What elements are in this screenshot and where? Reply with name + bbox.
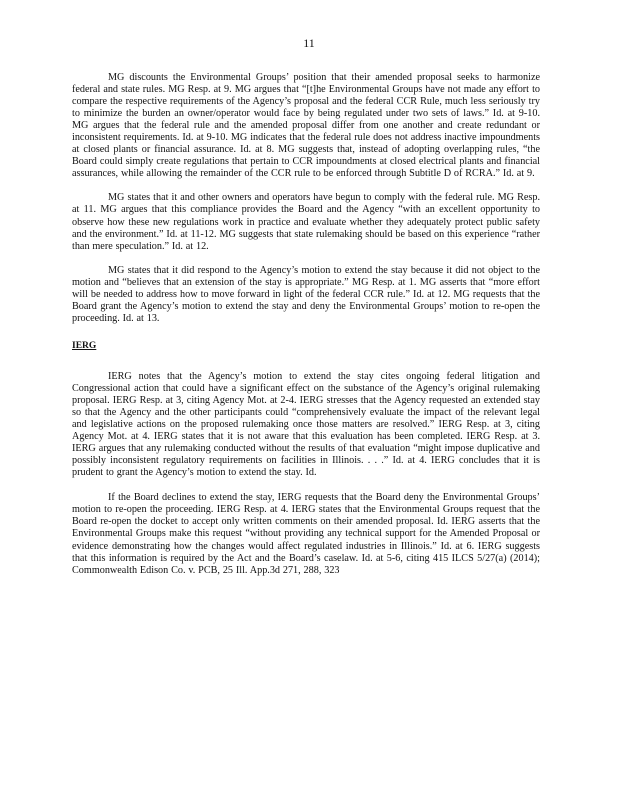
paragraph-ierg-requests: If the Board declines to extend the stay, IERG requests that the Board deny the Environmental Groups’ motion to re-open the proceeding. IERG Resp. at 4. IERG states that the Environmental Groups request that the Board re-open the docket to accept only written comments on their amended proposal. Id. IERG asserts that the Environmental Groups make this request “without providing any technical support for the Amended Proposal or evidence demonstrating how the changes would affect regulated industries in Illinois.” Id. at 6. IERG suggests that this information is required by the Act and the Board’s caselaw. Id. at 5-6, citing 415 ILCS 5/27(a) (2014); Commonwealth Edison Co. v. PCB, 25 Ill. App.3d 271, 288, 323	[72, 492, 540, 576]
body-text	[72, 72, 540, 577]
paragraph-mg-response: MG states that it did respond to the Agency’s motion to extend the stay because it did not object to the motion and “believes that an extension of the stay is appropriate.” MG Resp. at 1. MG asserts that “more effort will be needed to address how to move forward in light of the federal CCR rule.” Id. at 12. MG requests that the Board grant the Agency’s motion to extend the stay and deny the Environmental Groups’ motion to re-open the proceeding. Id. at 13.	[72, 264, 540, 324]
paragraph-mg-discounts: MG discounts the Environmental Groups’ position that their amended proposal seeks to harmonize federal and state rules. MG Resp. at 9. MG argues that “[t]he Environmental Groups have not made any effort to compare the respective requirements of the Agency’s proposal and the federal CCR Rule, much less seriously try to minimize the burden an owner/operator would face by being regulated under two sets of laws.” Id. at 9-10. MG argues that the federal rule and the amended proposal differ from one another and create redundant or inconsistent requirements. Id. at 9-10. MG indicates that the federal rule does not address inactive impoundments at closed plants or financial assurance. Id. at 8. MG suggests that, instead of adopting overlapping rules, “the Board could simply create regulations that pertain to CCR impoundments at closed electrical plants and financial assurances, while allowing the remainder of the CCR rule to be enforced through Subtitle D of RCRA.” Id. at 9.	[72, 72, 540, 180]
page-number: 11	[303, 36, 315, 50]
paragraph-mg-compliance: MG states that it and other owners and operators have begun to comply with the federal rule. MG Resp. at 11. MG argues that this compliance provides the Board and the Agency “with an excellent opportunity to observe how these new regulations work in practice and evaluate whether they adequately protect public safety and the environment.” Id. at 11-12. MG suggests that state rulemaking should be based on this experience “rather than mere speculation.” Id. at 12.	[72, 192, 540, 252]
section-heading-ierg: IERG	[72, 340, 97, 351]
paragraph-ierg-notes: IERG notes that the Agency’s motion to extend the stay cites ongoing federal litigation and Congressional action that could have a significant effect on the substance of the Agency’s original rulemaking proposal. IERG Resp. at 3, citing Agency Mot. at 2-4. IERG stresses that the Agency requested an extended stay so that the Agency and the other participants could “comprehensively evaluate the impact of the relevant legal and legislative actions on the proposed rulemaking once those matters are resolved.” IERG Resp. at 3, citing Agency Mot. at 4. IERG states that it is not aware that this evaluation has been completed. IERG Resp. at 3. IERG argues that any rulemaking conducted without the results of that evaluation “might impose duplicative and possibly inconsistent regulatory requirements on facilities in Illinois. . . .” Id. at 4. IERG concludes that it is prudent to grant the Agency’s motion to extend the stay. Id.	[72, 370, 540, 479]
